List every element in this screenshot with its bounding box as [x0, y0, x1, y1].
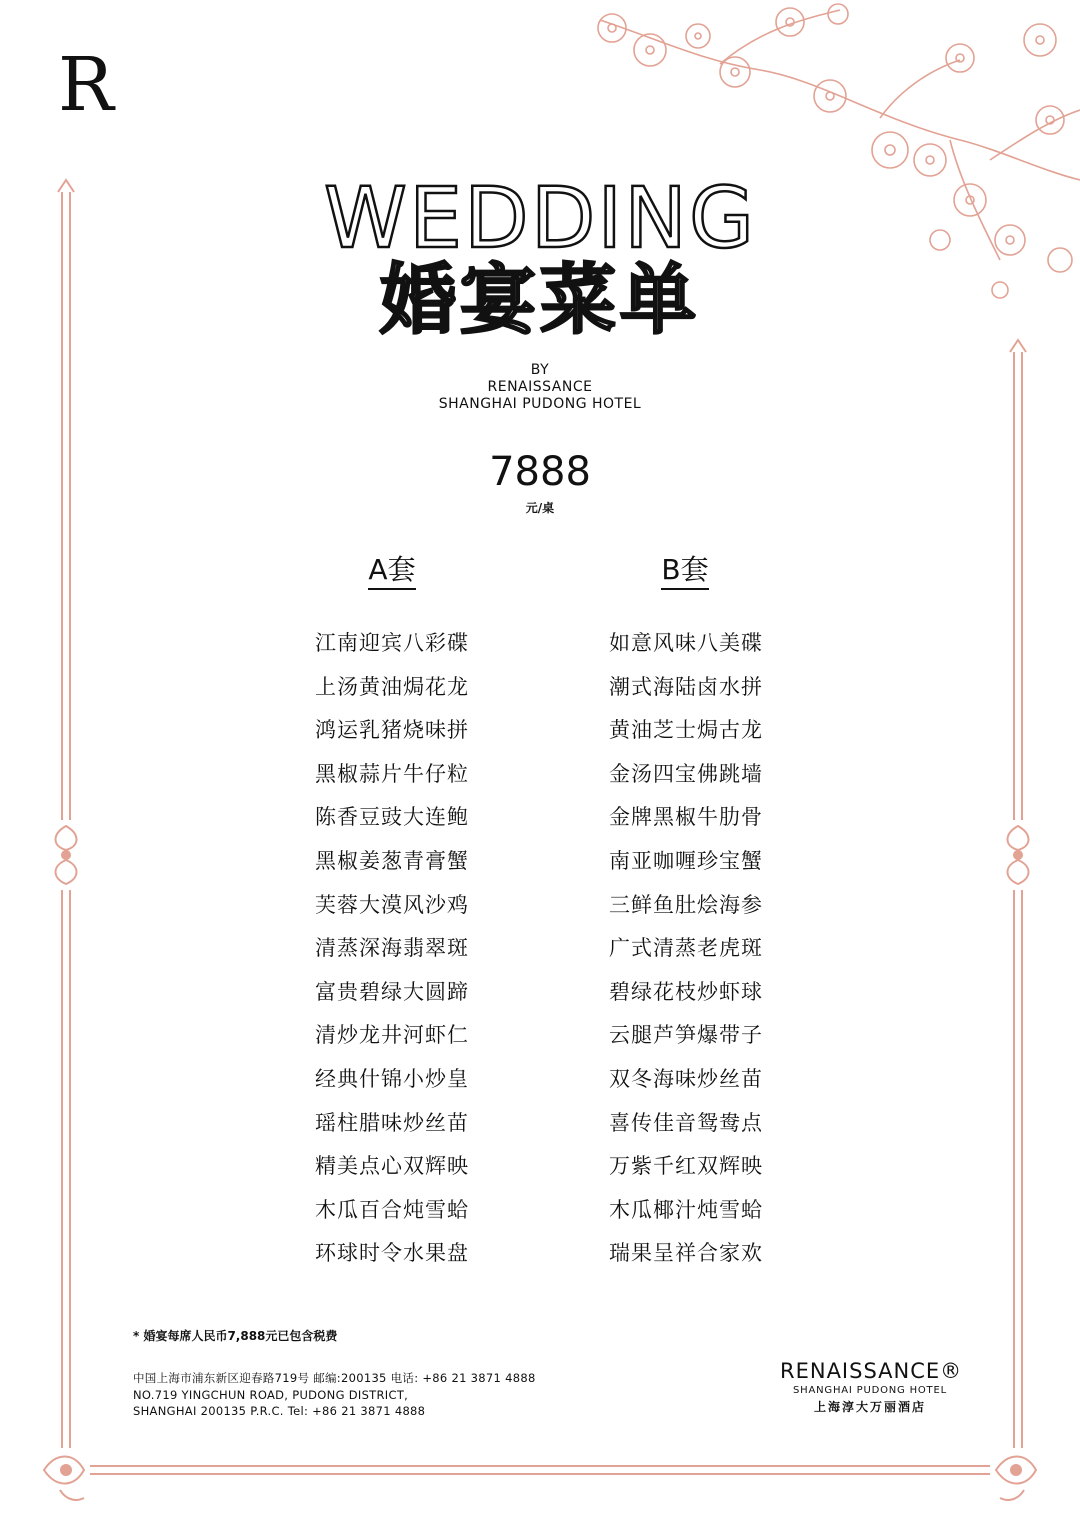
hotel-byline — [0, 362, 1080, 413]
menu-b-list — [576, 627, 796, 1281]
list-item: 精美点心双辉映 — [315, 1154, 469, 1179]
menu-b-title-text: B套 — [661, 556, 708, 590]
list-item: 瑞果呈祥合家欢 — [609, 1241, 763, 1266]
list-item: 瑶柱腊味炒丝苗 — [315, 1110, 469, 1135]
menu-b-title — [585, 553, 785, 590]
brand-name: RENAISSANCE® — [780, 1359, 963, 1383]
list-item: 碧绿花枝炒虾球 — [609, 979, 763, 1004]
list-item: 上汤黄油焗花龙 — [315, 674, 469, 699]
list-item: 广式清蒸老虎斑 — [609, 936, 763, 961]
list-item: 潮式海陆卤水拼 — [609, 674, 763, 699]
list-item: 富贵碧绿大圆蹄 — [315, 979, 469, 1004]
list-item: 金汤四宝佛跳墙 — [609, 761, 763, 786]
brand-logo: R — [58, 42, 114, 128]
list-item: 云腿芦笋爆带子 — [609, 1023, 763, 1048]
hotel-address — [133, 1370, 536, 1420]
page-title-en: WEDDING — [323, 169, 757, 267]
menu-a-title — [292, 553, 492, 590]
list-item: 黑椒姜葱青膏蟹 — [315, 848, 469, 873]
hotel-brand-block — [780, 1359, 963, 1415]
price-amount: 7888 — [489, 449, 591, 495]
byline-hotel-2: SHANGHAI PUDONG HOTEL — [438, 396, 642, 412]
list-item: 黑椒蒜片牛仔粒 — [315, 761, 469, 786]
list-item: 清蒸深海翡翠斑 — [315, 936, 469, 961]
list-item: 双冬海味炒丝苗 — [609, 1066, 763, 1091]
tax-footnote: * 婚宴每席人民币7,888元已包含税费 — [133, 1329, 338, 1343]
menu-a-title-text: A套 — [368, 556, 415, 590]
list-item: 三鲜鱼肚烩海参 — [609, 892, 763, 917]
address-cn: 中国上海市浦东新区迎春路719号 邮编:200135 电话: +86 21 3871 4888 — [133, 1371, 536, 1385]
brand-subtitle: SHANGHAI PUDONG HOTEL — [793, 1385, 947, 1397]
list-item: 黄油芝士焗古龙 — [609, 718, 763, 743]
byline-by: BY — [530, 362, 550, 378]
list-item: 江南迎宾八彩碟 — [315, 631, 469, 655]
list-item: 南亚咖喱珍宝蟹 — [609, 848, 763, 873]
brand-name-cn: 上海淳大万丽酒店 — [813, 1400, 926, 1415]
list-item: 芙蓉大漠风沙鸡 — [315, 892, 469, 917]
menu-a-list — [282, 627, 502, 1281]
list-item: 经典什锦小炒皇 — [315, 1066, 469, 1091]
list-item: 万紫千红双辉映 — [609, 1154, 763, 1179]
list-item: 喜传佳音鸳鸯点 — [609, 1110, 763, 1135]
list-item: 金牌黑椒牛肋骨 — [609, 805, 763, 830]
list-item: 木瓜百合炖雪蛤 — [315, 1197, 469, 1222]
byline-hotel-1: RENAISSANCE — [487, 379, 593, 395]
page-title-cn: 婚宴菜单 — [380, 255, 700, 344]
list-item: 环球时令水果盘 — [315, 1241, 469, 1266]
list-item: 清炒龙井河虾仁 — [315, 1023, 469, 1048]
list-item: 如意风味八美碟 — [609, 631, 763, 655]
list-item: 鸿运乳猪烧味拼 — [315, 718, 469, 743]
price-unit: 元/桌 — [525, 501, 555, 515]
address-en-2: SHANGHAI 200135 P.R.C. Tel: +86 21 3871 4888 — [133, 1404, 426, 1418]
list-item: 陈香豆豉大连鲍 — [315, 805, 469, 830]
list-item: 木瓜椰汁炖雪蛤 — [609, 1197, 763, 1222]
address-en-1: NO.719 YINGCHUN ROAD, PUDONG DISTRICT, — [133, 1387, 409, 1402]
